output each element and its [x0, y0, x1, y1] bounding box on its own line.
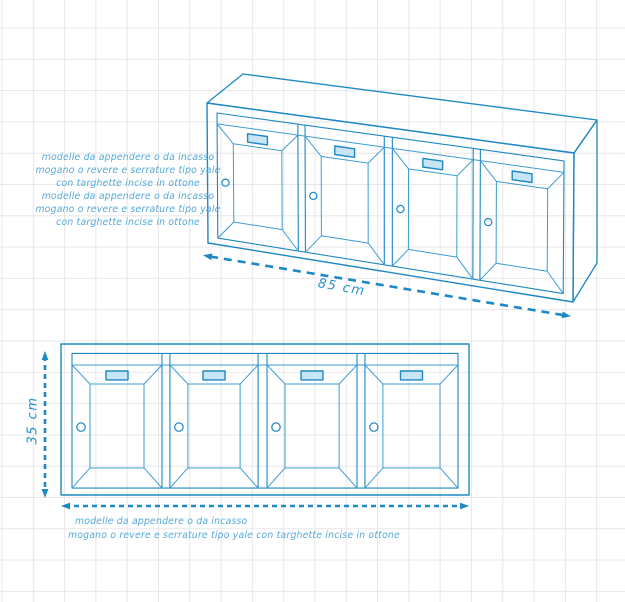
left-annotation — [20, 151, 236, 229]
keyhole-icon — [272, 423, 280, 431]
bevel — [305, 236, 321, 252]
nameplate — [512, 171, 532, 183]
nameplate — [401, 371, 423, 380]
width-dimension-label: 85 cm — [316, 276, 367, 300]
bottom-annotation — [68, 515, 488, 542]
nameplate — [335, 146, 355, 157]
nameplate — [301, 371, 323, 380]
door-3 — [392, 148, 473, 279]
arrowhead — [203, 253, 212, 260]
bevel — [72, 468, 90, 488]
cabinet-outline — [61, 344, 469, 495]
bevel — [170, 468, 188, 488]
bevel — [392, 249, 408, 266]
bevel — [267, 468, 285, 488]
keyhole-icon — [397, 205, 404, 212]
arrowhead — [562, 312, 571, 319]
door-panel — [408, 169, 457, 257]
door-4 — [480, 161, 564, 294]
bevel — [480, 263, 496, 280]
right-face — [573, 120, 597, 302]
bevel — [392, 148, 408, 169]
bevel — [548, 172, 564, 188]
note-line: modelle da appendere o da incasso — [75, 516, 248, 527]
bevel — [368, 243, 384, 265]
keyhole-icon — [175, 423, 183, 431]
bevel — [457, 257, 473, 279]
bevel — [267, 365, 285, 384]
bevel — [339, 468, 357, 488]
bevel — [144, 365, 162, 384]
door-4 — [365, 365, 458, 488]
bevel — [440, 365, 458, 384]
note-line: mogano o revere e serrature tipo yale — [35, 204, 221, 215]
note-line: modelle da appendere o da incasso — [41, 152, 215, 163]
bevel — [365, 365, 383, 384]
cabinet-outline — [207, 103, 574, 302]
door-panel — [321, 156, 368, 243]
note-line: con targhette incise in ottone — [56, 178, 200, 189]
keyhole-icon — [370, 423, 378, 431]
door-1 — [72, 365, 162, 488]
nameplate — [423, 158, 443, 169]
arrowhead — [42, 351, 49, 360]
bevel — [282, 135, 298, 151]
bevel — [365, 468, 383, 488]
door-panel — [233, 144, 282, 230]
height-dimension — [42, 351, 49, 498]
keyhole-icon — [77, 423, 85, 431]
bevel — [170, 365, 188, 384]
perspective-view — [203, 74, 597, 318]
door-panel — [285, 384, 339, 468]
arrowhead — [460, 503, 469, 510]
keyhole-icon — [310, 192, 317, 199]
door-panel — [383, 384, 440, 468]
front-elevation-view — [42, 344, 469, 509]
door-panel — [496, 181, 548, 271]
nameplate — [203, 371, 225, 380]
height-dimension-label: 35 cm — [25, 396, 41, 445]
bevel — [217, 124, 233, 144]
keyhole-icon — [485, 219, 492, 226]
bevel — [240, 468, 258, 488]
door-2 — [305, 136, 384, 265]
bevel — [457, 160, 473, 176]
bottom-width-dimension — [61, 503, 469, 510]
bevel — [240, 365, 258, 384]
arrowhead — [61, 503, 70, 510]
door-panel — [90, 384, 144, 468]
door-panel — [188, 384, 240, 468]
bevel — [72, 365, 90, 384]
bevel — [368, 147, 384, 163]
nameplate — [106, 371, 128, 380]
bevel — [547, 271, 563, 293]
bevel — [480, 161, 496, 182]
bevel — [440, 468, 458, 488]
top-rail — [217, 124, 564, 172]
bevel — [339, 365, 357, 384]
door-2 — [170, 365, 258, 488]
note-line: mogano o revere e serrature tipo yale — [35, 165, 221, 176]
note-line: mogano o revere e serrature tipo yale con targhette incise in ottone — [68, 529, 400, 541]
nameplate — [248, 134, 268, 145]
door-3 — [267, 365, 357, 488]
note-line: con targhette incise in ottone — [56, 217, 200, 228]
bevel — [282, 230, 298, 251]
bevel — [305, 136, 321, 156]
note-line: modelle da appendere o da incasso — [41, 191, 215, 202]
bevel — [144, 468, 162, 488]
arrowhead — [42, 489, 49, 498]
